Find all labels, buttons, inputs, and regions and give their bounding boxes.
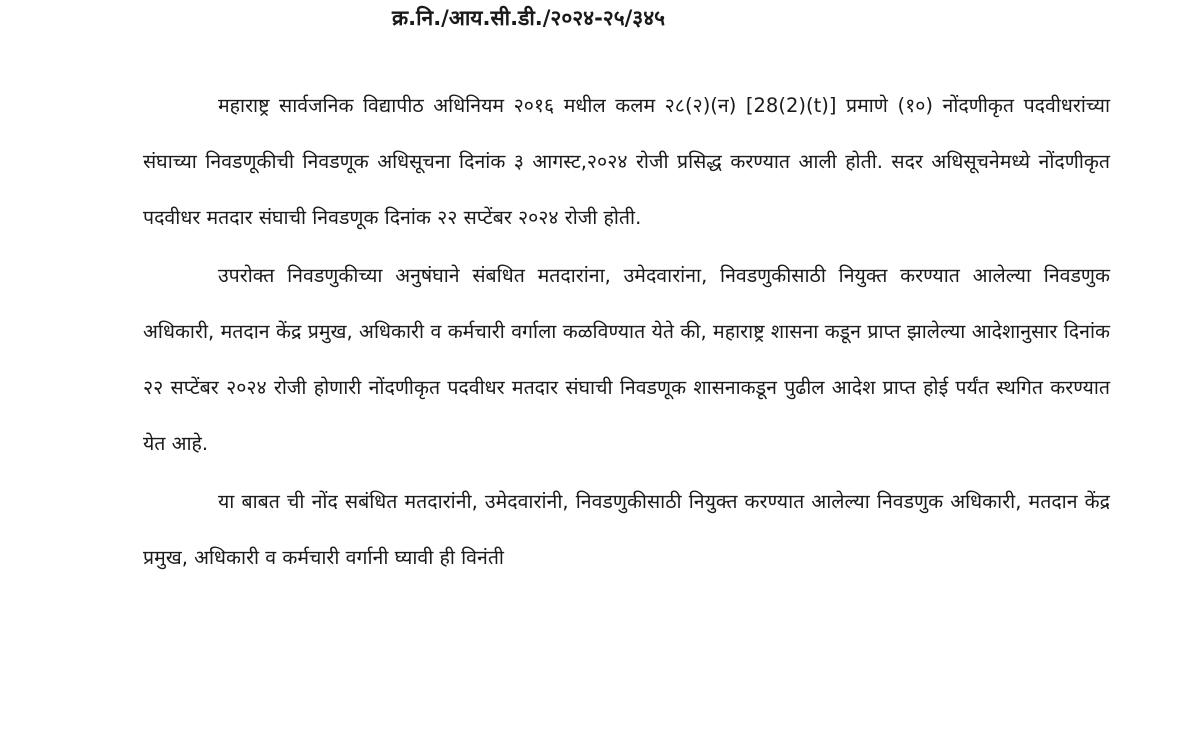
paragraph-election-notification: महाराष्ट्र सार्वजनिक विद्यापीठ अधिनियम २०१६ मधील कलम २८(२)(न) [28(2)(t)] प्रमाणे (१०) नोंदणीकृत पदवीधरांच्या संघाच्या निवडणूकीची निवडणूक अधिसूचना दिनांक ३ आगस्ट,२०२४ रोजी प्रसिद्ध करण्यात आली होती. सदर अधिसूचनेमध्ये नोंदणीकृत पदवीधर मतदार संघाची निवडणूक दिनांक २२ सप्टेंबर २०२४ रोजी होती. — [143, 94, 1110, 229]
document-reference-number: क्र.नि./आय.सी.डी./२०२४-२५/३४५ — [392, 6, 666, 30]
paragraph-election-postponement: उपरोक्त निवडणुकीच्या अनुषंघाने संबधित मतदारांना, उमेदवारांना, निवडणुकीसाठी नियुक्त करण्यात आलेल्या निवडणुक अधिकारी, मतदान केंद्र प्रमुख, अधिकारी व कर्मचारी वर्गाला कळविण्यात येते की, महाराष्ट्र शासना कडून प्राप्त झालेल्या आदेशानुसार दिनांक २२ सप्टेंबर २०२४ रोजी होणारी नोंदणीकृत पदवीधर मतदार संघाची निवडणूक शासनाकडून पुढील आदेश प्राप्त होई पर्यंत स्थगित करण्यात येत आहे. — [143, 264, 1110, 455]
document-body — [143, 78, 1110, 588]
paragraph-request-note: या बाबत ची नोंद सबंधित मतदारांनी, उमेदवारांनी, निवडणुकीसाठी नियुक्त करण्यात आलेल्या निवडणुक अधिकारी, मतदान केंद्र प्रमुख, अधिकारी व कर्मचारी वर्गानी घ्यावी ही विनंती — [143, 490, 1110, 569]
